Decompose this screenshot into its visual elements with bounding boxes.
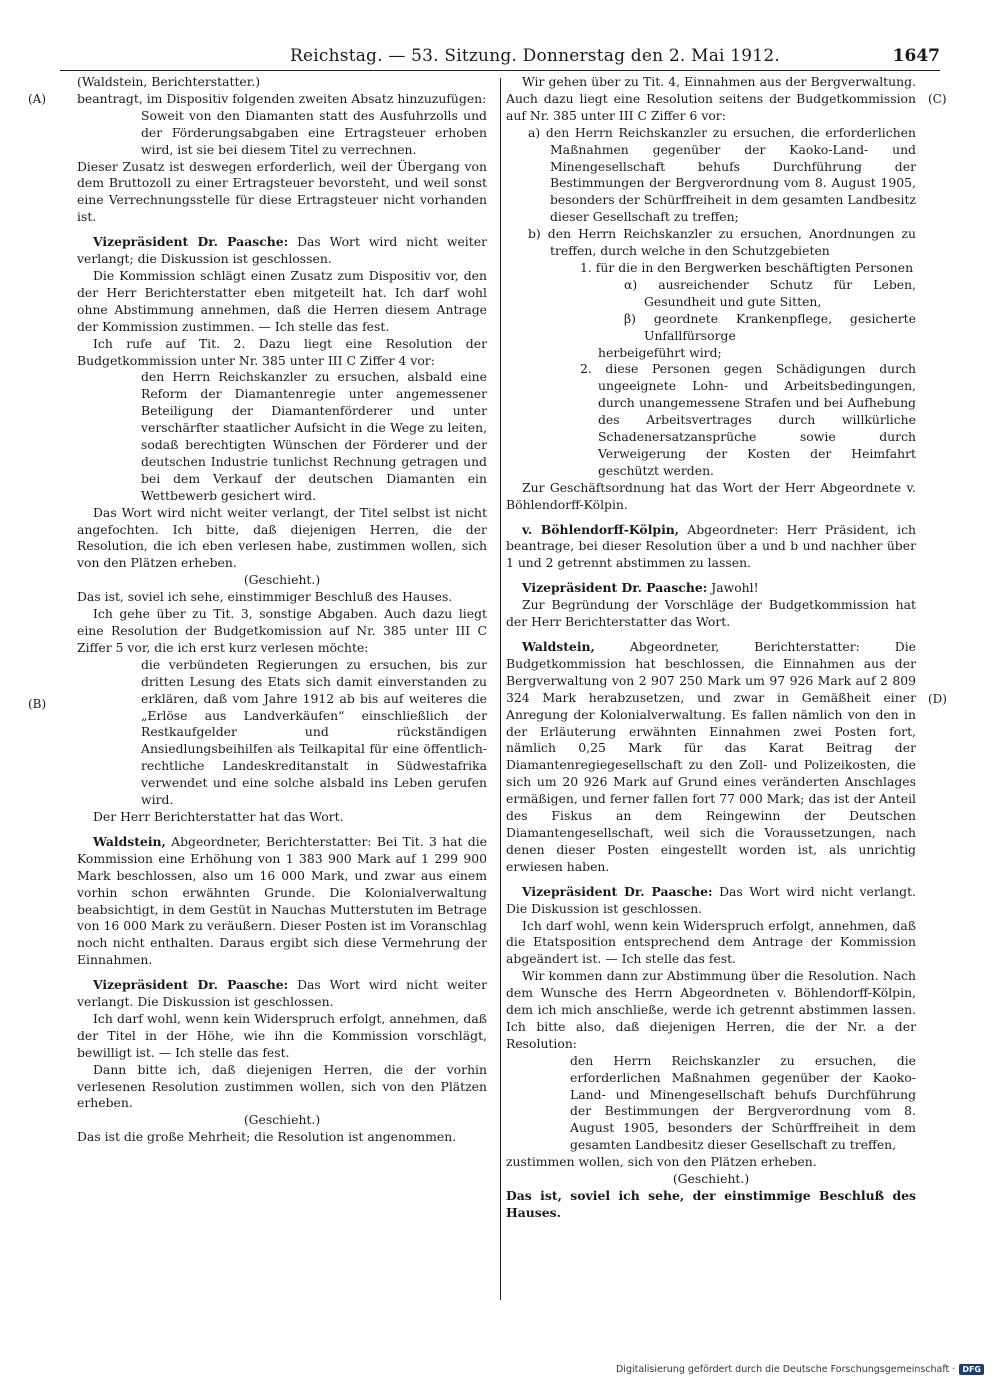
quoted-text: den Herrn Reichskanzler zu ersuchen, alsbald eine Reform der Diamantenregie unter angemessener Beteiligung der Diamantenförderer und unter verschärfter staatlicher Aufsicht in die Wege zu leiten, sodaß berechtigten Wünschen der Förderer und der deutschen Industrie tunlichst Rechnung getragen und bei dem Verkauf der deutschen Diamanten ein Wettbewerb gesichert wird. (141, 369, 487, 503)
list-item: herbeigeführt wird; (598, 344, 722, 360)
page-number: 1647 (892, 46, 940, 66)
margin-marker-b: (B) (28, 697, 47, 711)
paragraph: Zur Geschäftsordnung hat das Wort der Herr Abgeordnete v. Böhlendorff-Kölpin. (506, 479, 916, 512)
paragraph: Ich rufe auf Tit. 2. Dazu liegt eine Resolution der Budgetkommission unter Nr. 385 unter III C Ziffer 4 vor: (77, 335, 487, 368)
speaker-name: Waldstein, (522, 639, 595, 654)
speech-paragraph: v. Böhlendorff-Kölpin, Abgeordneter: Herr Präsident, ich beantrage, bei dieser Resolution über a und b und nachher über 1 und 2 getrennt abstimmen zu lassen. (506, 521, 917, 571)
list-item: a) den Herrn Reichskanzler zu ersuchen, die erforderlichen Maßnahmen gegenüber der Kaoko-Land- und Minengesellschaft behufs Durchführung der Bestimmungen der Bergverordnung vom 8. August 1905, besonders der Schürffreiheit in dem gesamten Landbesitz dieser Gesellschaft zu treffen; (528, 124, 916, 225)
paragraph: Dann bitte ich, daß diejenigen Herren, die der vorhin verlesenen Resolution zustimmen wollen, sich von den Plätzen erheben. (77, 1061, 487, 1111)
paragraph: Ich darf wohl, wenn kein Widerspruch erfolgt, annehmen, daß die Etatsposition entsprechend dem Antrage der Kommission abgeändert ist. — Ich stelle das fest. (506, 917, 916, 967)
quoted-text: die verbündeten Regierungen zu ersuchen, bis zur dritten Lesung des Etats sich damit einverstanden zu erklären, daß vom Jahre 1912 ab bis auf weiteres die „Erlöse aus Landverkäufen“ einschließlich der Restkaufgelder und rückständigen Ansiedlungsbeihilfen als Teilkapital für eine öffentlich-rechtliche Landeskreditanstalt in Südwestafrika verwendet und eine solche alsbald ins Leben gerufen wird. (141, 656, 487, 808)
paragraph: Die Kommission schlägt einen Zusatz zum Dispositiv vor, den der Herr Berichterstatter eben mitgeteilt hat. Ich darf wohl ohne Abstimmung annehmen, daß die Herren diesem Antrage der Kommission zustimmen. — Ich stelle das fest. (77, 267, 487, 334)
stage-direction: (Geschieht.) (672, 1171, 750, 1187)
right-column (506, 74, 916, 1222)
margin-marker-d: (D) (928, 692, 947, 706)
speech-paragraph: Vizepräsident Dr. Paasche: Das Wort wird nicht weiter verlangt; die Diskussion ist geschlossen. (77, 234, 488, 267)
speaker-name: Vizepräsident Dr. Paasche: (93, 234, 289, 250)
paragraph: Zur Begründung der Vorschläge der Budgetkommission hat der Herr Berichterstatter das Wort. (506, 597, 916, 630)
speaker-name: Vizepräsident Dr. Paasche: (93, 977, 289, 993)
list-item: 2. diese Personen gegen Schädigungen durch ungeeignete Lohn- und Arbeitsbedingungen, durch unangemessene Strafen und bei Aufhebung des Arbeitsvertrages durch willkürliche Schadenersatzansprüche sowie durch Verweigerung der Kosten der Heimfahrt geschützt werden. (580, 361, 916, 478)
speech-paragraph: Waldstein, Abgeordneter, Berichterstatter: Die Budgetkommission hat beschlossen, die Einnahmen aus der Bergverwaltung von 2 907 250 Mark um 97 926 Mark auf 2 809 324 Mark herabzusetzen, und zwar in Gemäßheit einer Anregung der Kolonialverwaltung. Es fallen nämlich von den in der Erläuterung erwähnten Einnahmen zwei Posten fort, nämlich 0,25 Mark für das Karat Beitrag der Diamantenregiegesellschaft zu den Zoll- und Polizeikosten, die sich um 20 926 Mark auf Grund eines veränderten Anschlages ermäßigen, und ferner fallen fort 77 000 Mark; das ist der Anteil des Fiskus an dem Reingewinn der Deutschen Diamantengesellschaft, weil sich die Voraussetzungen, nach denen dieser Posten eingestellt worden ist, als unrichtig erwiesen haben. (506, 639, 916, 874)
paragraph: Wir kommen dann zur Abstimmung über die Resolution. Nach dem Wunsche des Herrn Abgeordneten v. Böhlendorff-Kölpin, dem ich mich anschließe, werde ich getrennt abstimmen lassen. Ich bitte also, daß diejenigen Herren, die der Nr. a der Resolution: (506, 968, 916, 1051)
speaker-note: (Waldstein, Berichterstatter.) (77, 74, 261, 89)
paragraph: Dieser Zusatz ist deswegen erforderlich, weil der Übergang von dem Bruttozoll zu einer Ertragsteuer bevorsteht, und weil sonst eine Verrechnungsstelle für diese Ertragsteuer nicht vorhanden ist. (77, 158, 487, 225)
running-title: Reichstag. — 53. Sitzung. Donnerstag den 2. Mai 1912. (290, 46, 780, 66)
speaker-name: Vizepräsident Dr. Paasche: (522, 883, 713, 899)
speaker-name: v. Böhlendorff-Kölpin, (522, 521, 680, 537)
speech-paragraph: Vizepräsident Dr. Paasche: Das Wort wird nicht verlangt. Die Diskussion ist geschlossen. (506, 883, 916, 916)
speaker-name: Vizepräsident Dr. Paasche: (522, 580, 708, 596)
paragraph: Das Wort wird nicht weiter verlangt, der Titel selbst ist nicht angefochten. Ich bitte, daß diejenigen Herren, die der Resolution, die ich eben verlesen habe, zustimmen wollen, sich von den Plätzen erheben. (77, 504, 487, 571)
paragraph: Das ist, soviel ich sehe, einstimmiger Beschluß des Hauses. (77, 589, 453, 605)
margin-marker-c: (C) (928, 92, 947, 106)
speech-paragraph: Waldstein, Abgeordneter, Berichterstatter: Bei Tit. 3 hat die Kommission eine Erhöhung von 1 383 900 Mark auf 1 299 900 Mark beschlossen, also um 16 000 Mark, und zwar aus einem vorhin schon erwähnten Grunde. Die Kolonialverwaltung beabsichtigt, in dem Gestüt in Nauchas Mutterstuten im Betrage von 16 000 Mark zu veräußern. Dieser Posten ist im Voranschlag noch nicht enthalten. Daraus ergibt sich diese Vermehrung der Einnahmen. (77, 833, 487, 968)
page-header (60, 44, 940, 72)
digitization-footer (616, 1364, 984, 1375)
paragraph: Das ist, soviel ich sehe, der einstimmige Beschluß des Hauses. (506, 1188, 916, 1220)
column-divider (500, 78, 501, 1300)
list-item: α) ausreichender Schutz für Leben, Gesundheit und gute Sitten, (624, 276, 916, 309)
dfg-logo: DFG (959, 1364, 984, 1375)
speech-paragraph: Vizepräsident Dr. Paasche: Jawohl! (522, 580, 759, 596)
paragraph: Der Herr Berichterstatter hat das Wort. (93, 808, 344, 824)
header-rule (60, 70, 940, 71)
list-item: b) den Herrn Reichskanzler zu ersuchen, Anordnungen zu treffen, durch welche in den Schutzgebieten (528, 226, 916, 259)
stage-direction: (Geschieht.) (243, 572, 321, 588)
paragraph: Ich gehe über zu Tit. 3, sonstige Abgaben. Auch dazu liegt eine Resolution der Budgetkomission auf Nr. 385 unter III C Ziffer 5 vor, die ich erst kurz verlesen möchte: (77, 606, 487, 655)
quoted-text: den Herrn Reichskanzler zu ersuchen, die erforderlichen Maßnahmen gegenüber der Kaoko-Land- und Minengesellschaft behufs Durchführung der Bestimmungen der Bergverordnung vom 8. August 1905, besonders der Schürffreiheit in dem gesamten Landbesitz dieser Gesellschaft zu treffen, (570, 1052, 916, 1153)
list-item: 1. für die in den Bergwerken beschäftigten Personen (580, 259, 914, 275)
quoted-text: Soweit von den Diamanten statt des Ausfuhrzolls und der Förderungsabgaben eine Ertragsteuer erhoben wird, ist sie bei diesem Titel zu verrechnen. (141, 107, 487, 157)
speech-paragraph: Vizepräsident Dr. Paasche: Das Wort wird nicht weiter verlangt. Die Diskussion ist geschlossen. (77, 977, 488, 1010)
speaker-name: Waldstein, (93, 833, 166, 849)
paragraph: Wir gehen über zu Tit. 4, Einnahmen aus der Bergverwaltung. Auch dazu liegt eine Resolution seitens der Budgetkommission auf Nr. 385 unter III C Ziffer 6 vor: (506, 74, 916, 123)
left-column (77, 74, 487, 1146)
paragraph: Das ist die große Mehrheit; die Resolution ist angenommen. (77, 1129, 457, 1145)
footer-text: Digitalisierung gefördert durch die Deutsche Forschungsgemeinschaft · (615, 1364, 956, 1375)
paragraph: beantragt, im Dispositiv folgenden zweiten Absatz hinzuzufügen: (77, 90, 487, 106)
paragraph: Ich darf wohl, wenn kein Widerspruch erfolgt, annehmen, daß der Titel in der Höhe, wie ihn die Kommission vorschlägt, bewilligt ist. — Ich stelle das fest. (77, 1010, 487, 1060)
stage-direction: (Geschieht.) (243, 1112, 321, 1128)
paragraph: zustimmen wollen, sich von den Plätzen erheben. (506, 1154, 817, 1170)
list-item: β) geordnete Krankenpflege, gesicherte Unfallfürsorge (624, 310, 916, 343)
margin-marker-a: (A) (28, 92, 47, 106)
